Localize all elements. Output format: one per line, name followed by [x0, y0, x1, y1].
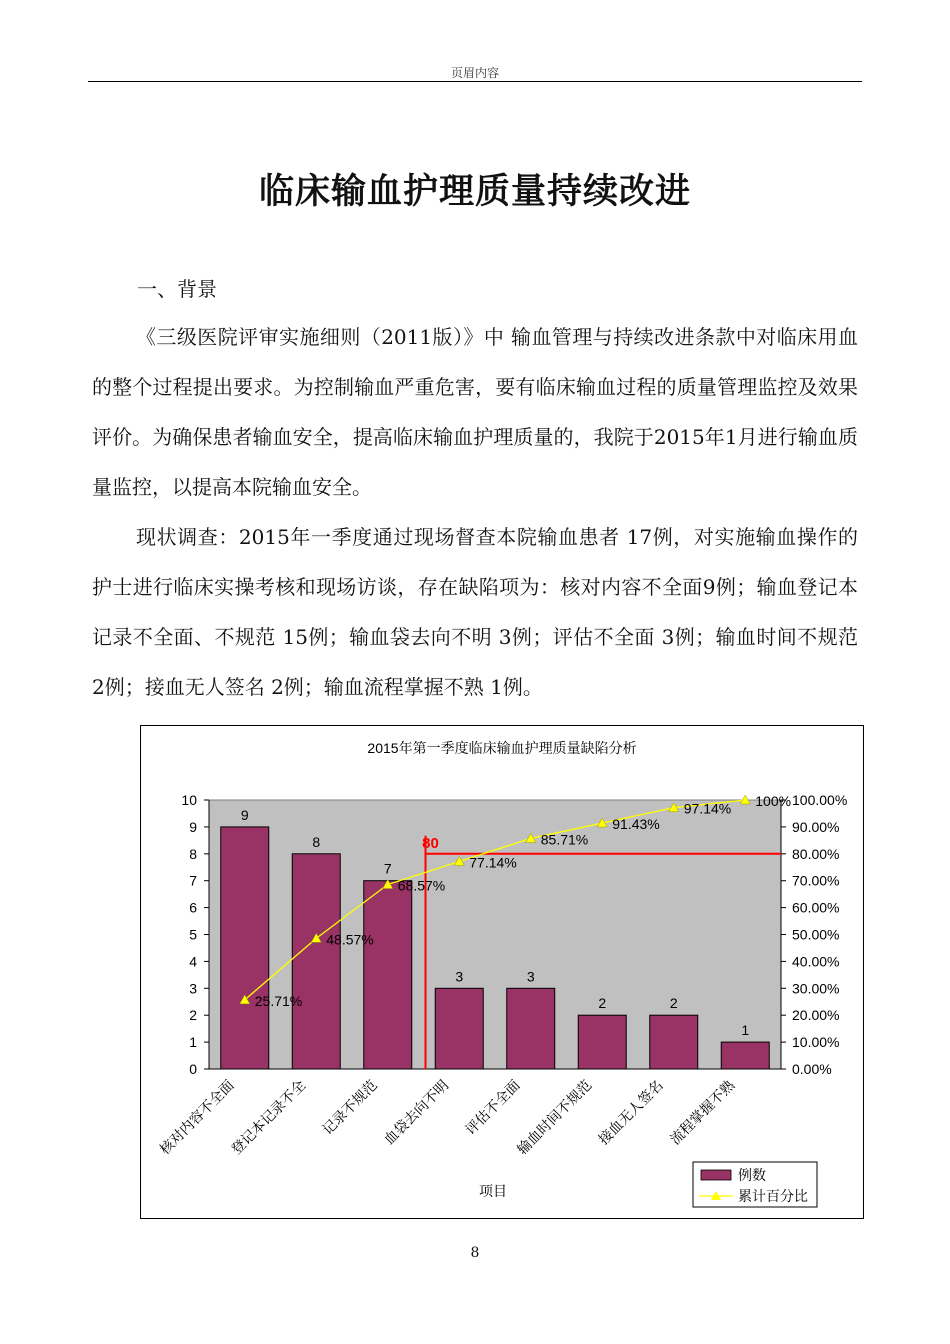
y2-tick-label: 60.00% — [792, 899, 840, 916]
y2-tick-label: 30.00% — [792, 980, 840, 997]
y-tick-label: 7 — [189, 872, 197, 889]
bar-label: 3 — [526, 968, 535, 985]
x-tick-label: 流程掌握不熟 — [667, 1077, 739, 1149]
bar — [507, 988, 555, 1069]
bar-label: 9 — [240, 806, 249, 823]
bar — [650, 1015, 698, 1069]
y-tick-label: 1 — [189, 1034, 197, 1051]
cumulative-label: 25.71% — [254, 992, 303, 1009]
bar-label: 2 — [598, 995, 607, 1012]
cumulative-label: 77.14% — [469, 854, 517, 871]
cumulative-label: 91.43% — [612, 816, 660, 833]
x-tick-label: 血袋去向不明 — [381, 1077, 453, 1149]
cumulative-label: 48.57% — [326, 931, 374, 948]
y2-tick-label: 40.00% — [792, 953, 840, 970]
document-title: 临床输血护理质量持续改进 — [258, 172, 691, 212]
y2-tick-label: 80.00% — [792, 845, 840, 862]
y-tick-label: 10 — [181, 792, 197, 808]
y2-tick-label: 70.00% — [792, 872, 840, 889]
y-tick-label: 6 — [189, 899, 197, 916]
legend-label-count: 例数 — [738, 1168, 766, 1184]
y-tick-label: 0 — [189, 1061, 197, 1077]
bar — [292, 854, 340, 1069]
y-tick-label: 9 — [189, 818, 197, 835]
y2-tick-label: 50.00% — [792, 926, 840, 943]
bar-label: 1 — [741, 1022, 750, 1039]
bar — [578, 1015, 626, 1069]
page-header: 页眉内容 — [450, 66, 499, 80]
paragraph-survey: 现状调查：2015年一季度通过现场督查本院输血患者 17例，对实施输血操作的护士进行临床实操考核和现场访谈，存在缺陷项为：核对内容不全面9例；输血登记本记录不全面、不规范 15例；输血袋去向不明 3例；评估不全面 3例；输血时间不规范 2例；接血无人签名 2例；输血流程掌握不熟 1例。 — [92, 525, 858, 699]
chart-svg — [141, 726, 863, 1218]
y2-tick-label: 10.00% — [792, 1034, 840, 1051]
section-heading: 一、背景 — [137, 277, 217, 301]
bar-label: 2 — [669, 995, 678, 1012]
cumulative-label: 68.57% — [397, 877, 446, 894]
bar-label: 3 — [455, 968, 464, 985]
bar — [435, 988, 483, 1069]
legend-label-cumulative: 累计百分比 — [738, 1189, 808, 1205]
x-tick-label: 评估不全面 — [462, 1077, 524, 1139]
y-tick-label: 3 — [189, 980, 197, 997]
x-tick-label: 核对内容不全面 — [156, 1077, 238, 1159]
x-tick-label: 输血时间不规范 — [514, 1077, 596, 1159]
x-axis-title: 项目 — [479, 1184, 507, 1200]
cumulative-label: 100% — [755, 793, 792, 809]
y-tick-label: 5 — [189, 926, 197, 943]
cumulative-label: 85.71% — [540, 831, 589, 848]
x-tick-label: 登记本记录不全 — [228, 1077, 310, 1159]
pareto-chart — [140, 725, 864, 1219]
bar — [364, 881, 412, 1069]
y-tick-label: 4 — [189, 953, 197, 970]
y2-tick-label: 0.00% — [792, 1061, 832, 1077]
x-tick-label: 接血无人签名 — [595, 1077, 667, 1149]
cumulative-label: 97.14% — [683, 800, 732, 817]
page-number: 8 — [470, 1245, 480, 1261]
paragraph-background: 《三级医院评审实施细则（2011版）》中 输血管理与持续改进条款中对临床用血的整个过程提出要求。为控制输血严重危害，要有临床输血过程的质量管理监控及效果评价。为确保患者输血安全，提高临床输血护理质量的，我院于2015年1月进行输血质量监控，以提高本院输血安全。 — [92, 325, 858, 499]
y2-tick-label: 20.00% — [792, 1007, 840, 1024]
reference-label: 80 — [422, 834, 439, 852]
y-tick-label: 2 — [189, 1007, 197, 1024]
chart-title: 2015年第一季度临床输血护理质量缺陷分析 — [367, 740, 637, 756]
x-tick-label: 记录不规范 — [319, 1077, 381, 1139]
header-rule — [88, 81, 862, 82]
y2-tick-label: 90.00% — [792, 818, 840, 835]
y-tick-label: 8 — [189, 845, 197, 862]
bar — [721, 1042, 769, 1069]
y2-tick-label: 100.00% — [792, 792, 848, 808]
legend-swatch-bar — [701, 1170, 731, 1180]
bar — [221, 827, 269, 1069]
bar-label: 7 — [383, 860, 392, 877]
bar-label: 8 — [312, 833, 321, 850]
